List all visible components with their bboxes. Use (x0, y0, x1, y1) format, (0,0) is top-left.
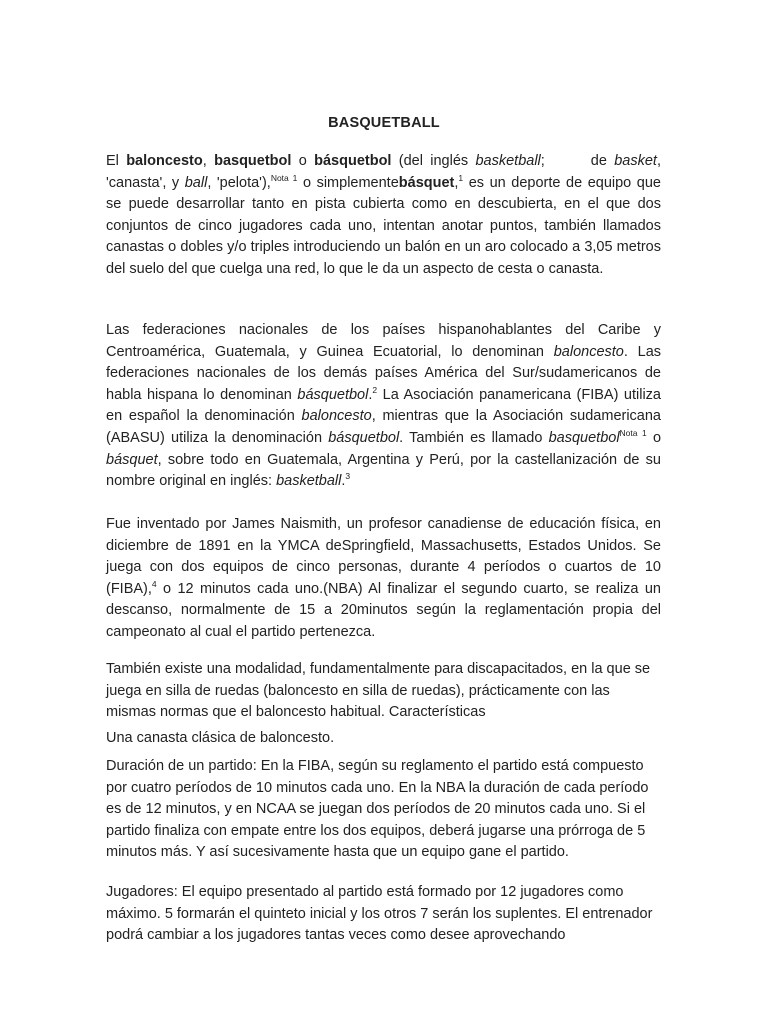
footnote-ref: Nota 1 (619, 428, 647, 439)
text-run: . (341, 473, 346, 490)
text-run: ; (540, 153, 545, 169)
text-run: . Las federaciones nacionales de los demás países América del Sur/sudamericanos de habla hispana lo denominan (106, 343, 662, 403)
footnote-ref: 1 (458, 172, 464, 183)
text-run: o 12 minutos cada uno.(NBA) Al finalizar el segundo cuarto, se realiza un descanso, normalmente de 15 a 20minutos según la reglamentación propia del campeonato al cual el partido pertenezca. (106, 580, 661, 640)
text-run: Fue inventado por James Naismith, un profesor canadiense de educación física, en diciembre de 1891 en la YMCA deSpringfield, Massachusetts, Estados Unidos. Se juega con dos equipos de cinco personas, durante 4 períodos o cuartos de 10 (FIBA), (106, 516, 661, 597)
footnote-ref: 3 (345, 471, 351, 482)
text-run: El (106, 153, 127, 169)
text-run: La Asociación panamericana (FIBA) utiliza en español la denominación (106, 386, 661, 425)
text-run: , 'canasta', y (106, 153, 661, 191)
text-run: , (202, 153, 215, 169)
paragraph-history (106, 514, 661, 644)
paragraph-wheelchair: También existe una modalidad, fundamentalmente para discapacitados, en la que se juega en silla de ruedas (baloncesto en silla de ruedas), prácticamente con las mismas normas que el baloncesto habitual. Características (106, 661, 651, 721)
paragraph-intro (106, 151, 661, 281)
text-run-italic: baloncesto (301, 408, 372, 425)
text-run-italic: basket (614, 153, 657, 169)
footnote-ref: 2 (372, 384, 378, 395)
text-run: Las federaciones nacionales de los países hispanohablantes del Caribe y Centroamérica, Guatemala, y Guinea Ecuatorial, lo denominan (106, 322, 661, 360)
text-run-italic: basketball (276, 473, 342, 490)
text-run-italic: básquetbol (328, 429, 400, 446)
text-run: . También es llamado (399, 429, 549, 446)
text-run: de (590, 153, 615, 169)
text-run-italic: basketball (475, 153, 541, 169)
paragraph-caption: Una canasta clásica de baloncesto. (106, 730, 335, 746)
document-title: BASQUETBALL (328, 115, 440, 131)
footnote-ref: Nota 1 (270, 172, 298, 183)
text-run: , mientras que la Asociación sudamericana (ABASU) utiliza la denominación (106, 408, 661, 446)
text-run: o (291, 153, 315, 169)
footnote-ref: 4 (151, 578, 157, 589)
text-run-italic: básquet (106, 451, 158, 468)
text-run: . (368, 386, 373, 403)
text-run-bold: básquetbol (314, 153, 392, 169)
paragraph-duration: Duración de un partido: En la FIBA, según su reglamento el partido está compuesto por cuatro períodos de 10 minutos cada uno. En la NBA la duración de cada período es de 12 minutos, y en NCAA se juegan dos períodos de 20 minutos cada uno. Si el partido finaliza con empate entre los dos equipos, deberá jugarse una prórroga de 5 minutos más. Y así sucesivamente hasta que un equipo gane el partido. (106, 758, 649, 861)
text-run: o simplemente (297, 174, 399, 191)
text-run-italic: básquetbol (297, 386, 369, 403)
text-run: (del inglés (391, 153, 476, 169)
text-run: , sobre todo en Guatemala, Argentina y Perú, por la castellanización de su nombre original en inglés: (106, 451, 661, 490)
text-run: es un deporte de equipo que se puede desarrollar tanto en pista cubierta como en descubierta, en el que dos conjuntos de cinco jugadores cada uno, intentan anotar puntos, también llamados canastas o dobles y/o triples introduciendo un balón en un aro colocado a 3,05 metros del suelo del que cuelga una red, lo que le da un aspecto de cesta o canasta. (106, 174, 661, 277)
paragraph-federations (106, 320, 661, 493)
text-run-italic: basquetbol (548, 429, 620, 446)
paragraph-players: Jugadores: El equipo presentado al partido está formado por 12 jugadores como máximo. 5 formarán el quinteto inicial y los otros 7 serán los suplentes. El entrenador podrá cambiar a los jugadores tantas veces como desee aprovechando (106, 884, 653, 944)
text-run: , (454, 174, 459, 191)
text-run-bold: basquetbol (214, 153, 292, 169)
text-run: o (646, 429, 662, 446)
text-run: , 'pelota'), (207, 174, 271, 191)
text-run-italic: ball (184, 174, 208, 191)
text-run-bold: básquet (398, 174, 455, 191)
text-run-bold: baloncesto (126, 153, 203, 169)
text-run-italic: baloncesto (553, 343, 624, 360)
